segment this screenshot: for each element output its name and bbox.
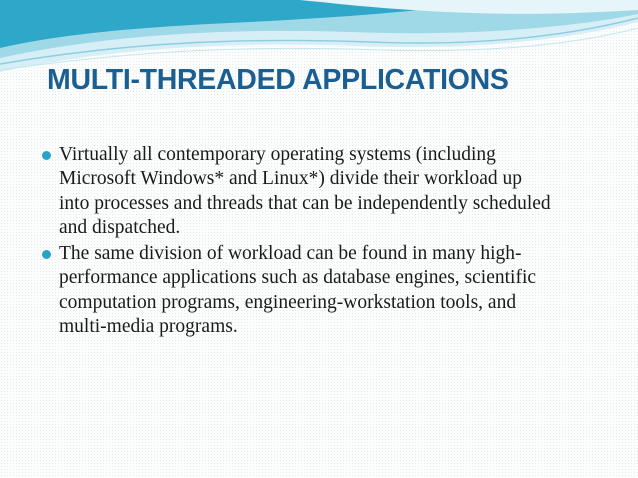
slide-title: MULTI-THREADED APPLICATIONS (47, 64, 509, 96)
bullet-line: computation programs, engineering-workstation tools, and (59, 291, 517, 313)
bullet-line: into processes and threads that can be independently scheduled (59, 192, 551, 214)
bullet-line: and dispatched. (59, 216, 181, 238)
bullet-line: Microsoft Windows* and Linux*) divide their workload up (59, 168, 522, 190)
bullet-line: performance applications such as database engines, scientific (59, 267, 537, 289)
bullet-line: multi-media programs. (59, 316, 238, 338)
bullet-line: Virtually all contemporary operating systems (including (59, 144, 496, 165)
bullet-item (40, 143, 630, 240)
bullet-item (40, 242, 630, 339)
bullet-list (40, 143, 630, 341)
bullet-text (59, 242, 630, 339)
bullet-dot-icon (42, 151, 51, 160)
bullet-text (59, 143, 630, 240)
bullet-line: The same division of workload can be found in many high- (59, 243, 522, 265)
bullet-dot-icon (42, 250, 51, 259)
